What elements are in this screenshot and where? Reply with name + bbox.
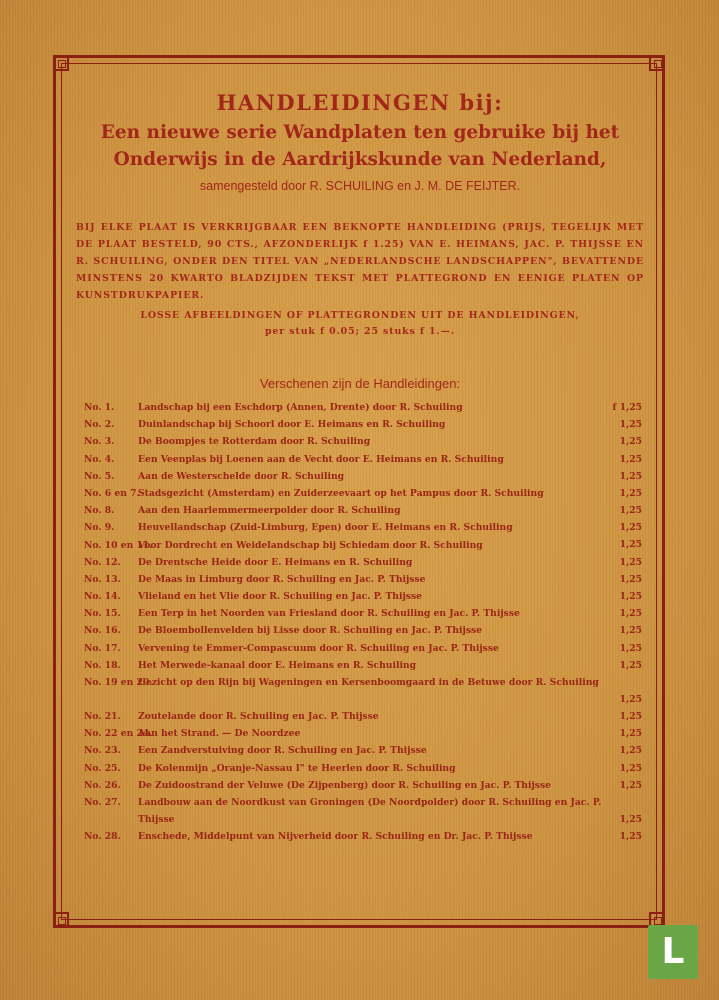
list-item-title: De Bloembollenvelden bij Lisse door R. Schuiling en Jac. P. Thijsse [138, 625, 483, 637]
list-item-title: Een Veenplas bij Loenen aan de Vecht door E. Heimans en R. Schuiling [138, 453, 504, 465]
list-item-price: 1,25 [619, 539, 642, 551]
list-item-title: Een Terp in het Noorden van Friesland door R. Schuiling en Jac. P. Thijsse [138, 608, 520, 620]
logo-badge [648, 925, 698, 979]
list-item [70, 674, 650, 708]
list-item-title: Aan het Strand. — De Noordzee [138, 728, 301, 740]
list-item-price: 1,25 [619, 591, 642, 603]
frame-corner-ornament [53, 912, 69, 928]
list-item-number: No. 12. [84, 556, 121, 568]
list-item-number: No. 25. [84, 762, 121, 774]
list-item-number: No. 8. [84, 505, 115, 517]
list-item-title: De Drentsche Heide door E. Heimans en R. Schuiling [138, 556, 413, 568]
list-item-price: 1,25 [619, 608, 642, 620]
page-content [70, 80, 650, 845]
list-item-price: 1,25 [619, 522, 642, 534]
list-item-number: No. 15. [84, 608, 121, 620]
list-item-number: No. 3. [84, 436, 115, 448]
list-item-title: De Zuidoostrand der Veluwe (De Zijpenberg) door R. Schuiling en Jac. P. Thijsse [138, 779, 551, 791]
list-item-number: No. 22 en 24. [84, 728, 153, 740]
list-item-title: Heuvellandschap (Zuid-Limburg, Epen) door E. Heimans en R. Schuiling [138, 522, 513, 534]
list-item-number: No. 14. [84, 591, 121, 603]
list-item-title: Vlieland en het Vlie door R. Schuiling en Jac. P. Thijsse [138, 591, 422, 603]
list-item-price: 1,25 [619, 693, 642, 705]
list-item-price: 1,25 [619, 573, 642, 585]
list-item [70, 760, 650, 777]
list-item [70, 571, 650, 588]
list-item-price: 1,25 [619, 625, 642, 637]
list-item-number: No. 18. [84, 659, 121, 671]
list-item-price: 1,25 [619, 419, 642, 431]
list-item-number: No. 28. [84, 830, 121, 842]
list-item-title: De Maas in Limburg door R. Schuiling en Jac. P. Thijsse [138, 573, 426, 585]
list-item-price: 1,25 [619, 762, 642, 774]
list-item [70, 657, 650, 674]
list-item-price: 1,25 [619, 813, 642, 825]
list-item [70, 828, 650, 845]
list-item-title: Stadsgezicht (Amsterdam) en Zuiderzeevaart op het Pampus door R. Schuiling [138, 487, 544, 499]
list-item-title: De Kolenmijn „Oranje-Nassau I" te Heerlen door R. Schuiling [138, 762, 456, 774]
list-item-number: No. 21. [84, 711, 121, 722]
list-item-number: No. 13. [84, 573, 121, 585]
list-item-price: 1,25 [619, 470, 642, 482]
list-item-price: 1,25 [619, 779, 642, 791]
list-item-price: 1,25 [619, 642, 642, 654]
authors-line: samengesteld door R. SCHUILING en J. M. DE FEIJTER. [199, 179, 521, 193]
list-item [70, 537, 650, 554]
list-item-number: No. 1. [84, 402, 115, 413]
list-item [70, 777, 650, 794]
list-item-title: Landbouw aan de Noordkust van Groningen (De Noordpolder) door R. Schuiling en Jac. P. Thijsse [138, 796, 602, 825]
list-item [70, 485, 650, 502]
list-item-title: Voor Dordrecht en Weidelandschap bij Schiedam door R. Schuiling [138, 539, 483, 551]
list-item-number: No. 27. [84, 796, 121, 808]
list-item-number: No. 5. [84, 470, 115, 482]
list-item-price: 1,25 [619, 556, 642, 568]
list-item-title: De Boompjes te Rotterdam door R. Schuiling [138, 436, 371, 448]
list-item [70, 605, 650, 622]
list-item [70, 554, 650, 571]
list-item [70, 640, 650, 657]
list-item-number: No. 26. [84, 779, 121, 791]
list-item [70, 588, 650, 605]
list-item [70, 433, 650, 450]
list-item [70, 622, 650, 639]
list-item [70, 468, 650, 485]
list-item [70, 519, 650, 536]
loose-images-line: LOSSE AFBEELDINGEN OF PLATTEGRONDEN UIT DE HANDLEIDINGEN, [140, 310, 580, 321]
list-item-price: 1,25 [619, 728, 642, 740]
frame-corner-ornament [649, 55, 665, 71]
list-item [70, 451, 650, 468]
list-item-price: 1,25 [619, 710, 642, 722]
list-item-number: No. 9. [84, 522, 115, 534]
list-item [70, 399, 650, 416]
manual-list [70, 399, 650, 845]
loose-images-price-line: per stuk f 0.05; 25 stuks f 1.—. [264, 326, 456, 337]
list-item-number: No. 4. [84, 453, 115, 465]
list-item-title: Het Merwede-kanaal door E. Heimans en R. Schuiling [138, 659, 417, 671]
list-item [70, 742, 650, 759]
list-item-price: 1,25 [619, 487, 642, 499]
list-item-number: No. 6 en 7. [84, 487, 140, 499]
list-item-price: 1,25 [619, 505, 642, 517]
list-heading: Verschenen zijn de Handleidingen: [259, 376, 461, 391]
page-subtitle-line-1: Een nieuwe serie Wandplaten ten gebruike bij het [100, 122, 620, 143]
list-item-title: Landschap bij een Eschdorp (Annen, Drente) door R. Schuiling [138, 402, 463, 413]
list-item-title: Aan den Haarlemmermeerpolder door R. Schuiling [138, 505, 401, 517]
list-item-title: Duinlandschap bij Schoorl door E. Heimans en R. Schuiling [138, 419, 446, 431]
page-subtitle-line-2: Onderwijs in de Aardrijkskunde van Nederland, [113, 149, 607, 170]
list-item [70, 708, 650, 725]
list-item [70, 794, 650, 828]
list-item [70, 725, 650, 742]
list-item [70, 502, 650, 519]
list-item-number: No. 2. [84, 419, 115, 431]
list-item-price: f 1,25 [612, 401, 642, 413]
list-item-price: 1,25 [619, 745, 642, 757]
list-item-number: No. 23. [84, 745, 121, 757]
list-item-price: 1,25 [619, 830, 642, 842]
list-item-title: Aan de Westerschelde door R. Schuiling [138, 470, 345, 482]
list-item-title: Enschede, Middelpunt van Nijverheid door R. Schuiling en Dr. Jac. P. Thijsse [138, 830, 533, 842]
list-item-number: No. 10 en 11. [84, 539, 153, 551]
list-item-number: No. 17. [84, 642, 121, 654]
list-item-number: No. 19 en 20. [84, 677, 153, 688]
notice-paragraph: BIJ ELKE PLAAT IS VERKRIJGBAAR EEN BEKNOPTE HANDLEIDING (PRIJS, TEGELIJK MET DE PLAAT BESTELD, 90 CTS., AFZONDERLIJK f 1.25) VAN E. HEIMANS, JAC. P. THIJSSE EN R. SCHUILING, ONDER DEN TITEL VAN „NEDERLANDSCHE LANDSCHAPPEN", BEVATTENDE MINSTENS 20 KWARTO BLADZIJDEN TEKST MET PLATTEGROND EN EENIGE PLATEN OP KUNSTDRUKPAPIER. [76, 222, 644, 301]
list-item-title: Een Zandverstuiving door R. Schuiling en Jac. P. Thijsse [138, 745, 427, 757]
list-item-title: Zoutelande door R. Schuiling en Jac. P. Thijsse [138, 711, 379, 722]
page-title: HANDLEIDINGEN bij: [216, 90, 504, 115]
list-item-title: Gezicht op den Rijn bij Wageningen en Kersenboomgaard in de Betuwe door R. Schuiling [138, 677, 599, 688]
list-item-number: No. 16. [84, 625, 121, 637]
list-item-price: 1,25 [619, 436, 642, 448]
list-item-price: 1,25 [619, 453, 642, 465]
list-item-price: 1,25 [619, 659, 642, 671]
list-item [70, 416, 650, 433]
logo-letter: L [661, 931, 685, 972]
list-item-title: Vervening te Emmer-Compascuum door R. Schuiling en Jac. P. Thijsse [138, 642, 499, 654]
frame-corner-ornament [53, 55, 69, 71]
